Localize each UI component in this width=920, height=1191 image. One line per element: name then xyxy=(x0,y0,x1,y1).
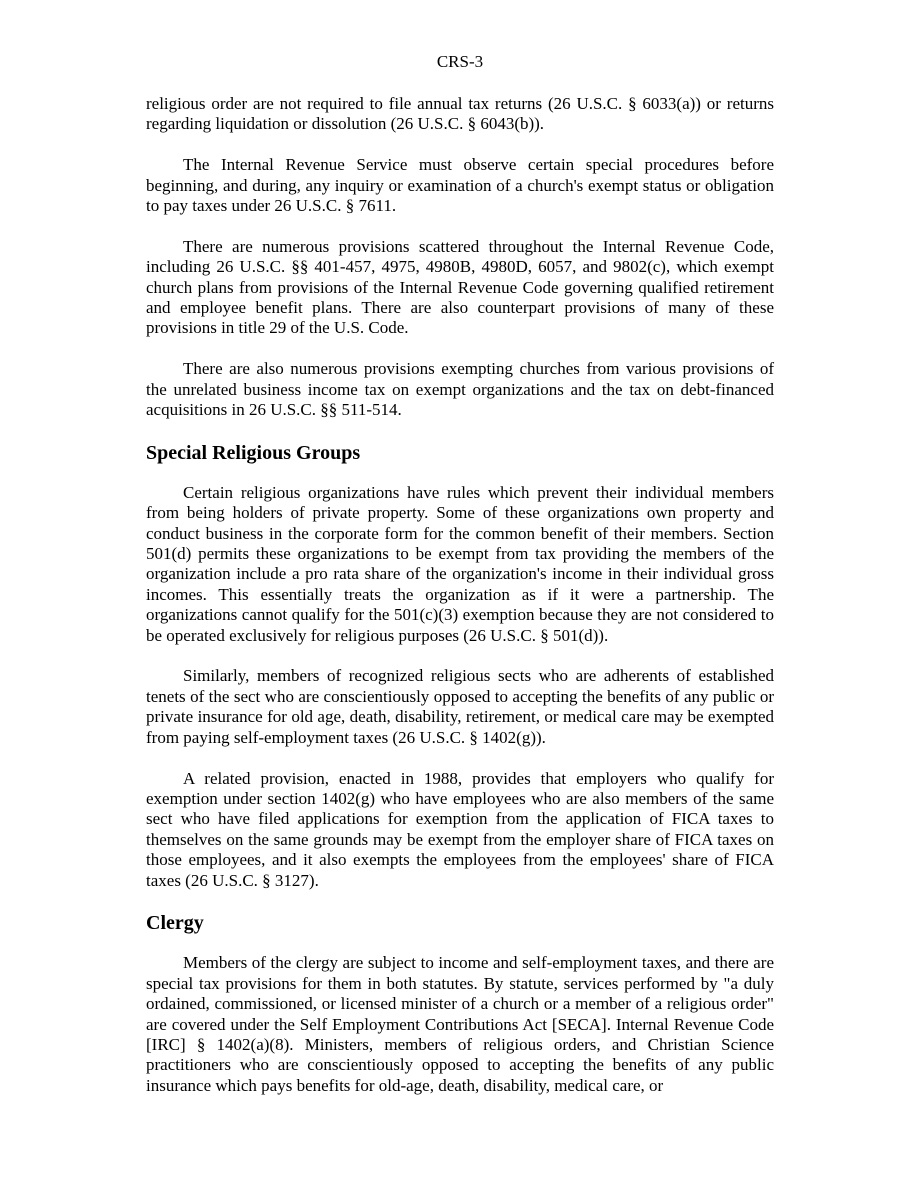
page-number-header: CRS-3 xyxy=(436,52,484,71)
document-page xyxy=(146,52,774,1117)
section-paragraph: Similarly, members of recognized religious sects who are adherents of established tenets of the sect who are conscientiously opposed to accepting the benefits of any public or private insurance for old age, death, disability, retirement, or medical care may be exempted from paying self-employment taxes (26 U.S.C. § 1402(g)). xyxy=(146,666,774,747)
intro-paragraph-1: religious order are not required to file annual tax returns (26 U.S.C. § 6033(a)) or returns regarding liquidation or dissolution (26 U.S.C. § 6043(b)). xyxy=(146,94,774,134)
section-paragraph: Certain religious organizations have rules which prevent their individual members from being holders of private property. Some of these organizations own property and conduct business in the corporate form for the common benefit of their members. Section 501(d) permits these organizations to be exempt from tax providing the members of the organization include a pro rata share of the organization's income in their individual gross incomes. This essentially treats the organization as if it were a partnership. The organizations cannot qualify for the 501(c)(3) exemption because they are not considered to be operated exclusively for religious purposes (26 U.S.C. § 501(d)). xyxy=(146,482,774,645)
section-paragraph: A related provision, enacted in 1988, provides that employers who qualify for exemption under section 1402(g) who have employees who are also members of the same sect who have filed applications for exemption from the application of FICA taxes to themselves on the same grounds may be exempt from the employer share of FICA taxes on those employees, and it also exempts the employees from the employees' share of FICA taxes (26 U.S.C. § 3127). xyxy=(146,768,774,890)
intro-paragraph-2: The Internal Revenue Service must observe certain special procedures before beginning, and during, any inquiry or examination of a church's exempt status or obligation to pay taxes under 26 U.S.C. § 7611. xyxy=(146,155,774,216)
intro-paragraph-4: There are also numerous provisions exempting churches from various provisions of the unrelated business income tax on exempt organizations and the tax on debt-financed acquisitions in 26 U.S.C. §§ 511-514. xyxy=(146,359,774,420)
section-heading: Clergy xyxy=(146,912,204,935)
section-clergy xyxy=(146,911,774,1096)
section-heading: Special Religious Groups xyxy=(146,441,361,464)
section-paragraph: Members of the clergy are subject to income and self-employment taxes, and there are special tax provisions for them in both statutes. By statute, services performed by "a duly ordained, commissioned, or licensed minister of a church or a member of a religious order" are covered under the Self Employment Contributions Act [SECA]. Internal Revenue Code [IRC] § 1402(a)(8). Ministers, members of religious orders, and Christian Science practitioners who are conscientiously opposed to accepting the benefits of any public insurance which pays benefits for old-age, death, disability, medical care, or xyxy=(146,953,774,1095)
section-special-religious-groups xyxy=(146,441,774,891)
intro-paragraph-3: There are numerous provisions scattered throughout the Internal Revenue Code, including 26 U.S.C. §§ 401-457, 4975, 4980B, 4980D, 6057, and 9802(c), which exempt church plans from provisions of the Internal Revenue Code governing qualified retirement and employee benefit plans. There are also counterpart provisions of many of these provisions in title 29 of the U.S. Code. xyxy=(146,236,774,338)
